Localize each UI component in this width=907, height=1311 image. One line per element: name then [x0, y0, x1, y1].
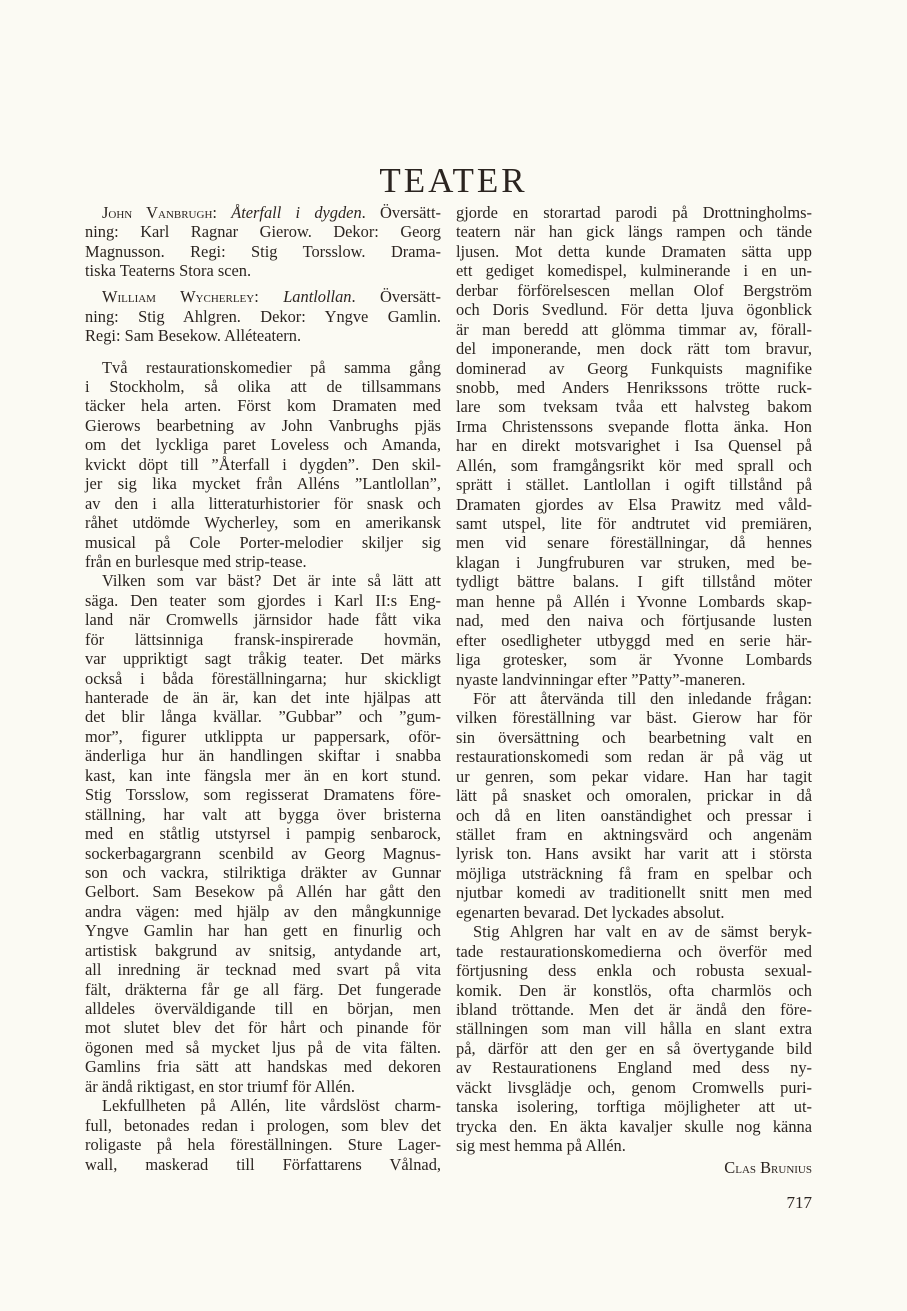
text-line: Dramaten gjordes av Elsa Prawitz med våld-	[456, 494, 812, 514]
text-line: om det lyckliga paret Loveless och Amanda,	[85, 435, 441, 455]
text-line: liga grotesker, som är Yvonne Lombards	[456, 650, 812, 670]
text-line: tade restaurationskomedierna och överför med	[456, 941, 812, 961]
text-line: har en direkt motsvarighet i Isa Quensel på	[456, 436, 812, 456]
text-line: ibland tröttande. Men det är ändå den före-	[456, 999, 812, 1019]
paragraph	[456, 922, 812, 1155]
paragraph	[85, 1096, 441, 1174]
text-line: det blir långa kvällar. ”Gubbar” och ”gum-	[85, 707, 441, 727]
credit-line: ning: Karl Ragnar Gierow. Dekor: Georg	[85, 222, 441, 242]
text-line: ljusen. Mot detta kunde Dramaten sätta upp	[456, 241, 812, 261]
article-body-right	[456, 203, 812, 1155]
text-line: och Doris Svedlund. För detta ljuva ögonblick	[456, 300, 812, 320]
credit-author: John Vanbrugh:	[102, 203, 217, 222]
text-line: jer sig lika mycket från Alléns ”Lantlollan”,	[85, 474, 441, 494]
text-line: fält, dräkterna får ge all färg. Det fungerade	[85, 979, 441, 999]
text-line: Irma Christenssons svepande flotta änka. Hon	[456, 416, 812, 436]
text-line: Gierows bearbetning av John Vanbrughs pjäs	[85, 415, 441, 435]
text-line: täcker hela arten. Först kom Dramaten med	[85, 396, 441, 416]
text-line: ur genren, som pekar vidare. Han har tagit	[456, 766, 812, 786]
credit-work-title: Lantlollan	[283, 287, 352, 307]
text-line: alldeles överväldigande till en början, men	[85, 999, 441, 1018]
text-line: efter osedligheter utbyggd med en serie här-	[456, 630, 812, 650]
text-line: lätt på snasket och omoralen, prickar in då	[456, 786, 812, 806]
text-line: ett gediget komedispel, kulminerande i en un-	[456, 261, 812, 281]
text-line: är man beredd att glömma timmar av, förall-	[456, 319, 812, 339]
credit-author: William Wycherley:	[102, 287, 259, 307]
text-line: nad, med den naiva och förtjusande lusten	[456, 611, 812, 631]
credit-line: tiska Teaterns Stora scen.	[85, 261, 252, 281]
text-line: sin översättning och bearbetning valt en	[456, 727, 812, 747]
text-line: dominerad av Georg Funkquists magnifike	[456, 358, 812, 378]
text-line: För att återvända till den inledande frågan:	[473, 688, 812, 708]
text-line: och då en liten oanständighet och pressar i	[456, 805, 812, 825]
text-line: hanterade de än är, kan det inte hjälpas att	[85, 688, 441, 707]
text-line: restaurationskomedi som redan är på väg ut	[456, 747, 812, 767]
text-line: tydligt bättre balans. I gift tillstånd möter	[456, 572, 812, 592]
credit-entry-vanbrugh	[85, 203, 441, 281]
text-line: i Stockholm, så olika att de tillsammans	[85, 377, 441, 396]
paragraph	[85, 358, 441, 572]
text-line: Stig Ahlgren har valt en av de sämst beryk-	[473, 922, 812, 942]
text-line: möjliga utsträckning få fram en spelbar och	[456, 863, 812, 883]
text-line: av Restaurationens England med dess ny-	[456, 1058, 812, 1078]
text-line: trycka den. En äkta kavaljer skulle nog känna	[456, 1116, 812, 1136]
text-line: Vilken som var bäst? Det är inte så lätt att	[102, 571, 441, 591]
text-line: samt utspel, lite för andtrutet vid premiären,	[456, 514, 812, 533]
text-line: sockerbagargrann scenbild av Georg Magnus-	[85, 843, 441, 863]
text-line: Gelbort. Sam Besekow på Allén har gått den	[85, 882, 441, 902]
text-line: derbar förförelsescen mellan Olof Bergström	[456, 280, 812, 300]
text-line: är ändå riktigast, en stor triumf för Allén.	[85, 1076, 355, 1096]
text-line: kvickt döpt till ”Återfall i dygden”. Den skil-	[85, 454, 441, 474]
text-line: också i båda föreställningarna; hur skickligt	[85, 668, 441, 688]
paragraph	[456, 689, 812, 922]
credit-line	[85, 203, 441, 222]
text-line: för lättsinniga fransk-inspirerade hovmän,	[85, 629, 441, 649]
text-line: nyaste landvinningar efter ”Patty”-maneren.	[456, 669, 746, 689]
text-line: land när Cromwells järnsidor hade fått vika	[85, 610, 441, 630]
author-signature: Clas Brunius	[724, 1158, 812, 1178]
text-line: artistisk bakgrund av snitsig, antydande art,	[85, 940, 441, 960]
text-line: lyrisk ton. Hans avsikt har varit att i största	[456, 844, 812, 864]
text-line: med en ståtlig utstyrsel i pampig senbarock,	[85, 824, 441, 844]
text-line: sig mest hemma på Allén.	[456, 1136, 626, 1155]
right-column	[456, 203, 812, 1178]
text-line: råhet utdömde Wycherley, som en amerikansk	[85, 513, 441, 533]
text-line: Gamlins fria sätt att handskas med dekoren	[85, 1057, 441, 1077]
text-line: väckt livsglädje och, genom Cromwells puri-	[456, 1077, 812, 1097]
text-line: komik. Den är konstlös, ofta charmlös och	[456, 980, 812, 1000]
text-line: Yngve Gamlin har han gett en finurlig och	[85, 921, 441, 941]
credit-text: . Översätt-	[361, 203, 441, 222]
text-line: snobb, med Anders Henrikssons trötte ruck-	[456, 377, 812, 397]
text-line: ställningen som man vill hålla en slant extra	[456, 1019, 812, 1039]
text-line: på, därför att den ger en så övertygande bild	[456, 1038, 812, 1058]
text-line: stället fram en aktningsvärd och angenäm	[456, 825, 812, 844]
text-line: full, betonades redan i prologen, som blev det	[85, 1115, 441, 1135]
text-line: andra vägen: med hjälp av den mångkunnige	[85, 901, 441, 921]
text-line: sprätt i stället. Lantlollan i ogift tillstånd på	[456, 475, 812, 495]
credit-text: . Översätt-	[351, 287, 441, 307]
text-line: av den i alla litteraturhistorier för snask och	[85, 493, 441, 513]
text-line: egenarten bevarad. Det lyckades absolut.	[456, 902, 725, 922]
text-line: wall, maskerad till Författarens Vålnad,	[85, 1154, 441, 1174]
text-line: Allén, som framgångsrikt kör med sprall och	[456, 455, 812, 475]
article-body-left	[85, 358, 441, 1174]
credit-line	[85, 287, 441, 306]
credit-line: Magnusson. Regi: Stig Torsslow. Drama-	[85, 241, 441, 261]
text-line: all inredning är tecknad med svart på vita	[85, 960, 441, 980]
text-line: mor”, figurer utklippta ur pappersark, oför-	[85, 726, 441, 746]
text-line: mot slutet blev det för hårt och pinande för	[85, 1018, 441, 1038]
text-line: Två restaurationskomedier på samma gång	[102, 357, 441, 377]
text-line: men vid senare föreställningar, då hennes	[456, 533, 812, 553]
text-line: förtjusning dess enkla och robusta sexual-	[456, 961, 812, 981]
left-column	[85, 203, 441, 1174]
credit-entry-wycherley	[85, 287, 441, 345]
paragraph	[85, 571, 441, 1096]
credit-line: Regi: Sam Besekow. Alléteatern.	[85, 326, 302, 346]
text-line: änderliga hur än handlingen skiftar i snabba	[85, 746, 441, 766]
text-line: Stig Torsslow, som regisserat Dramatens före-	[85, 785, 441, 805]
text-line: roligaste på hela föreställningen. Sture Lager-	[85, 1135, 441, 1155]
text-line: lare som tveksam tvåa ett halvsteg bakom	[456, 397, 812, 417]
text-line: klagan i Jungfruburen var struken, med be-	[456, 552, 812, 572]
text-line: från en burlesque med strip-tease.	[85, 551, 307, 571]
text-line: man henne på Allén i Yvonne Lombards skap-	[456, 591, 812, 611]
text-line: Lekfullheten på Allén, lite vårdslöst charm-	[102, 1096, 441, 1116]
text-line: njutbar komedi av traditionellt snitt men med	[456, 883, 812, 903]
text-line: vilken föreställning var bäst. Gierow har för	[456, 708, 812, 728]
credit-work-title: Återfall i dygden	[231, 203, 362, 222]
text-line: ställning, har valt att bygga över bristerna	[85, 804, 441, 824]
text-line: tanska isolering, torftiga möjligheter att ut-	[456, 1097, 812, 1117]
section-title: TEATER	[379, 161, 528, 201]
text-line: del imponerande, men dock rätt tom bravur,	[456, 339, 812, 359]
text-line: musical på Cole Porter-melodier skiljer sig	[85, 532, 441, 552]
text-line: kast, kan inte fängsla mer än en kort stund.	[85, 765, 441, 785]
credit-line: ning: Stig Ahlgren. Dekor: Yngve Gamlin.	[85, 306, 441, 326]
text-line: säga. Den teater som gjordes i Karl II:s Eng-	[85, 590, 441, 610]
text-line: son och vackra, stilriktiga dräkter av Gunnar	[85, 862, 441, 882]
page-number: 717	[786, 1193, 812, 1212]
text-line: var uppriktigt sagt tråkig teater. Det märks	[85, 649, 441, 669]
text-line: ögonen med så mycket ljus på de vita fälten.	[85, 1037, 441, 1057]
paragraph	[456, 203, 812, 689]
text-line: gjorde en storartad parodi på Drottningholms-	[456, 203, 812, 222]
text-line: teatern när han gick längs rampen och tände	[456, 222, 812, 242]
